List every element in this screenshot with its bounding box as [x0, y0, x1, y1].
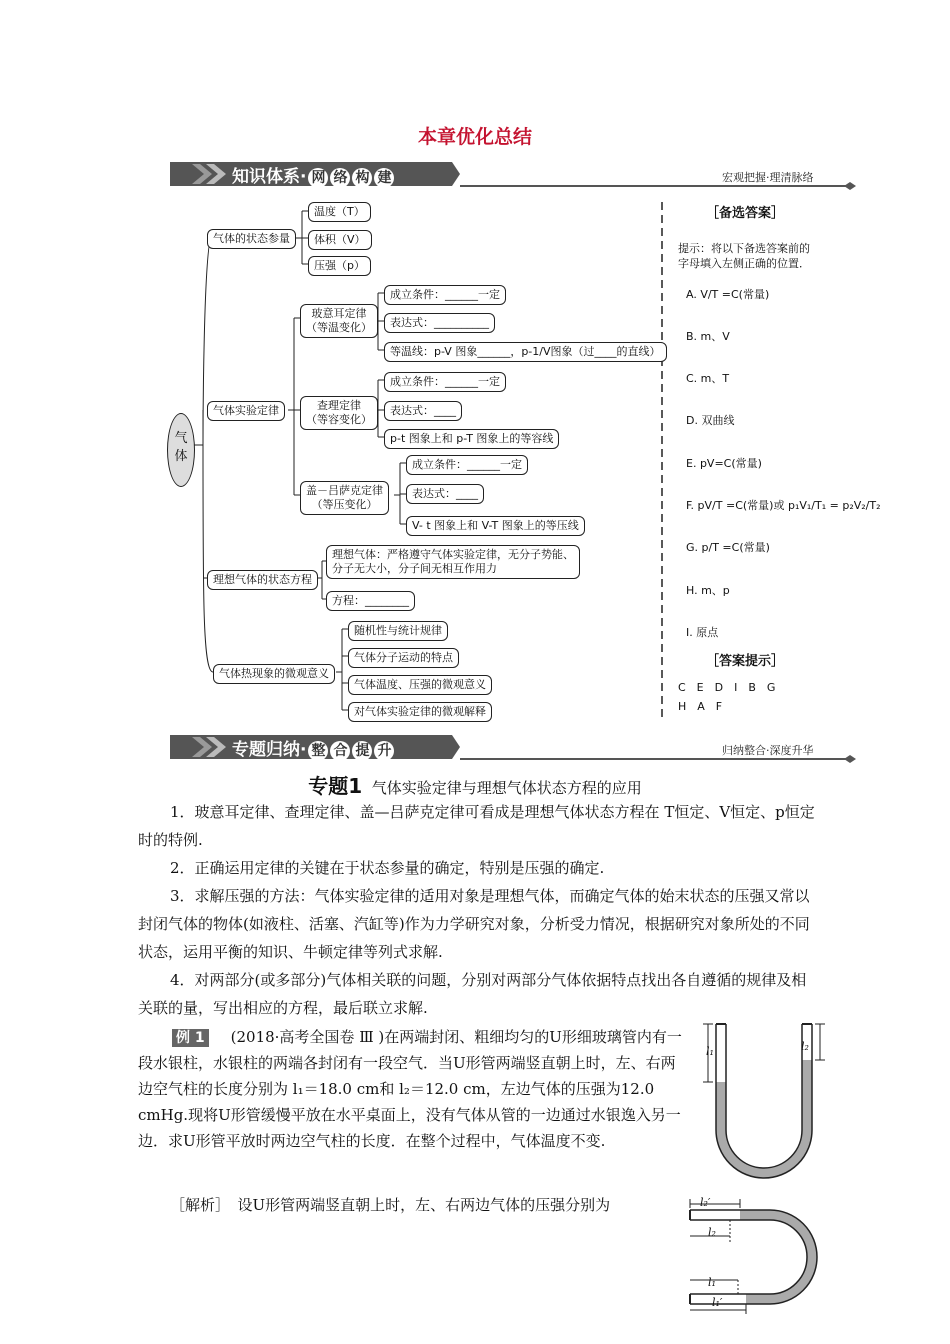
answer-option: D. 双曲线 — [686, 414, 735, 427]
answer-option: F. pV/T =C(常量)或 p₁V₁/T₁ = p₂V₂/T₂ — [686, 499, 881, 512]
node-gay-expression: 表达式：____ — [406, 484, 484, 504]
node-line: 玻意耳定律 — [311, 307, 367, 320]
topic-heading — [0, 770, 950, 799]
node-boyle — [300, 304, 378, 338]
node-boyle-curve: 等温线：p-V 图象______，p-1/V图象（过____的直线） — [384, 342, 667, 362]
node-boyle-expression: 表达式：__________ — [384, 313, 495, 333]
banner-chip: 升 — [374, 741, 394, 761]
example-problem — [138, 1024, 686, 1154]
mindmap-root — [167, 413, 195, 487]
root-char: 气 — [174, 431, 188, 446]
answer-key-row: C E D I B G — [678, 681, 776, 694]
banner-chip: 建 — [374, 168, 394, 188]
example-text: (2018·高考全国卷 Ⅲ )在两端封闭、粗细均匀的U形细玻璃管内有一段水银柱，水银柱的两端各封闭有一段空气．当U形管两端竖直朝上时，左、右两边空气柱的长度分别为 l₁＝18.0 cm和 l₂＝12.0 cm，左边气体的压强为12.0 cmHg.现将U形管缓慢平放在水平桌面上，没有气体从管的一边通过水银逸入另一边．求U形管平放时两边空气柱的长度．在整个过程中，气体温度不变. — [138, 1028, 682, 1150]
answer-option: C. m、T — [686, 372, 730, 385]
answers-hint-line: 字母填入左侧正确的位置． — [678, 257, 810, 270]
node-gas-laws: 气体实验定律 — [207, 401, 285, 421]
paragraph: 1．玻意耳定律、查理定律、盖—吕萨克定律可看成是理想气体状态方程在 T恒定、V恒定、p恒定时的特例. — [138, 803, 815, 849]
answers-hint-line: 提示：将以下备选答案前的 — [678, 242, 810, 255]
paragraph: 3．求解压强的方法：气体实验定律的适用对象是理想气体，而确定气体的始末状态的压强又常以封闭气体的物体(如液柱、活塞、汽缸等)作为力学研究对象，分析受力情况，根据研究对象所处的不同状态，运用平衡的知识、牛顿定律等列式求解. — [138, 887, 810, 961]
node-volume: 体积（V） — [308, 230, 372, 250]
banner-chip: 络 — [330, 168, 350, 188]
topic-text: 气体实验定律与理想气体状态方程的应用 — [371, 779, 642, 797]
answer-option: A. V/T =C(常量) — [686, 288, 770, 301]
answer-key-heading: ［答案提示］ — [706, 654, 785, 669]
banner-chip: 网 — [308, 168, 328, 188]
topic-paragraphs — [138, 798, 818, 1022]
node-charles-condition: 成立条件：______一定 — [384, 372, 506, 392]
root-char: 体 — [174, 449, 188, 464]
node-micro-item: 气体分子运动的特点 — [348, 648, 459, 668]
answer-option: H. m、p — [686, 584, 730, 597]
page-title: 本章优化总结 — [417, 126, 532, 148]
node-line: 理想气体：严格遵守气体实验定律，无分子势能、 — [332, 548, 574, 561]
node-line: （等温变化） — [306, 321, 372, 334]
label-l1: l₁ — [708, 1276, 716, 1289]
node-microscopic-meaning: 气体热现象的微观意义 — [213, 664, 335, 684]
node-micro-item: 气体温度、压强的微观意义 — [348, 675, 492, 695]
label-l1-prime: l₁′ — [712, 1296, 723, 1309]
node-ideal-gas-definition — [326, 545, 580, 579]
answers-heading: ［备选答案］ — [706, 206, 785, 221]
node-line: （等压变化） — [311, 498, 378, 511]
example-tag: 例 1 — [172, 1029, 209, 1047]
topic-label: 专题 — [308, 774, 349, 798]
node-line: 盖－吕萨克定律 — [306, 484, 383, 497]
answer-option: G. p/T =C(常量) — [686, 541, 770, 554]
banner-chip: 提 — [352, 741, 372, 761]
paragraph: 2．正确运用定律的关键在于状态参量的确定，特别是压强的确定. — [170, 859, 605, 877]
paragraph: 4．对两部分(或多部分)气体相关联的问题，分别对两部分气体依据特点找出各自遵循的规律及相关联的量，写出相应的方程，最后联立求解. — [138, 971, 807, 1017]
node-ideal-gas-equation: 理想气体的状态方程 — [207, 570, 318, 590]
node-boyle-condition: 成立条件：______一定 — [384, 285, 506, 305]
banner-chip: 整 — [308, 741, 328, 761]
answer-option: B. m、V — [686, 330, 730, 343]
banner-title: 知识体系· — [232, 167, 307, 187]
u-tube-horizontal-figure — [682, 1196, 827, 1316]
label-l2: l₂ — [801, 1040, 809, 1053]
label-l2: l₂ — [708, 1226, 716, 1239]
banner-subtitle: 归纳整合·深度升华 — [722, 744, 814, 757]
answer-option: E. pV=C(常量) — [686, 457, 762, 470]
node-charles-expression: 表达式：____ — [384, 401, 462, 421]
node-charles — [300, 396, 378, 430]
node-charles-curve: p-t 图象上和 p-T 图象上的等容线 — [384, 429, 559, 449]
banner-subtitle: 宏观把握·理清脉络 — [722, 171, 814, 184]
node-gay-curve: V- t 图象上和 V-T 图象上的等压线 — [406, 516, 585, 536]
node-temperature: 温度（T） — [308, 202, 371, 222]
banner-title: 专题归纳· — [232, 740, 307, 760]
analysis-text: ［解析］ 设U形管两端竖直朝上时，左、右两边气体的压强分别为 — [170, 1196, 611, 1214]
label-l1: l₁ — [706, 1045, 714, 1058]
node-ideal-equation: 方程：________ — [326, 591, 415, 611]
topic-number: 1 — [348, 774, 363, 798]
node-micro-item: 随机性与统计规律 — [348, 621, 448, 641]
node-line: （等容变化） — [306, 413, 372, 426]
label-l2-prime: l₂′ — [700, 1196, 711, 1209]
banner-chip: 构 — [352, 168, 372, 188]
node-micro-item: 对气体实验定律的微观解释 — [348, 702, 492, 722]
answer-key-row: H A F — [678, 700, 723, 713]
node-gay-condition: 成立条件：______一定 — [406, 455, 528, 475]
node-state-params: 气体的状态参量 — [207, 229, 296, 249]
node-pressure: 压强（p） — [308, 256, 371, 276]
banner-chip: 合 — [330, 741, 350, 761]
node-gay-lussac — [300, 481, 389, 515]
answer-option: I. 原点 — [686, 626, 719, 639]
node-line: 查理定律 — [317, 399, 361, 412]
node-line: 分子无大小，分子间无相互作用力 — [332, 562, 497, 575]
